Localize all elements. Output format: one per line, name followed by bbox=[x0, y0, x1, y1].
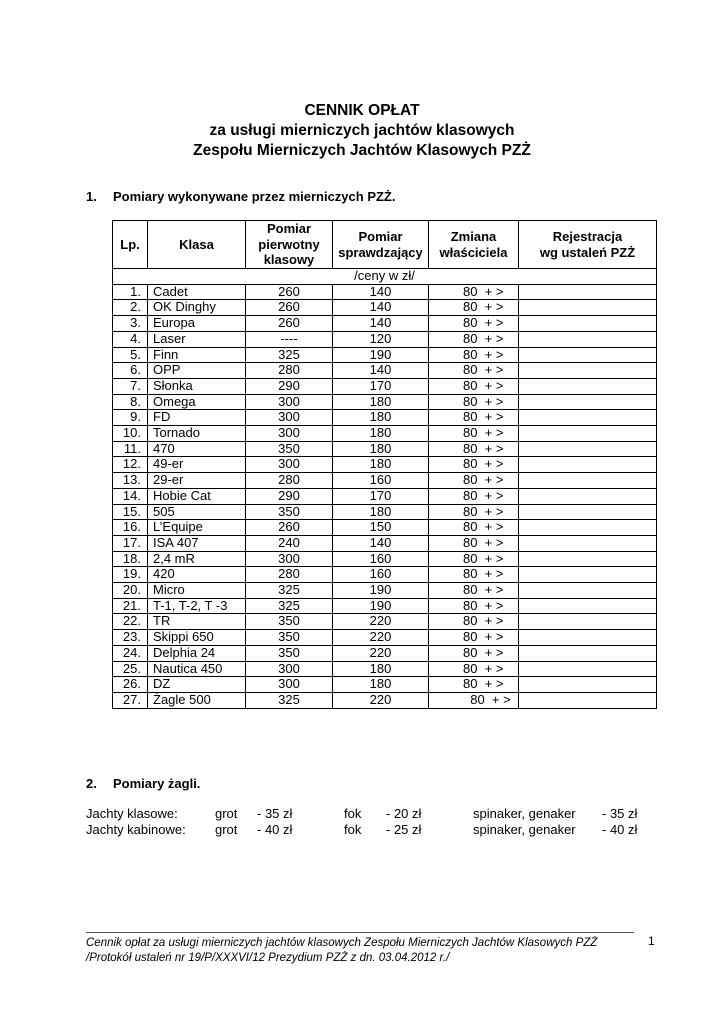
grot-label: grot bbox=[215, 822, 238, 837]
cell-pomiar-sprawdzajacy: 170 bbox=[333, 488, 429, 504]
cell-pomiar-pierwotny: 350 bbox=[246, 504, 333, 520]
cell-pomiar-pierwotny: 350 bbox=[246, 645, 333, 661]
cell-pomiar-sprawdzajacy: 140 bbox=[333, 363, 429, 379]
cell-rejestracja bbox=[519, 410, 657, 426]
cell-zmiana-wlasciciela: 80 + > bbox=[429, 347, 519, 363]
header-pomiar-pierwotny: Pomiar pierwotny klasowy bbox=[246, 221, 333, 269]
cell-pomiar-sprawdzajacy: 160 bbox=[333, 551, 429, 567]
title-line-3: Zespołu Mierniczych Jachtów Klasowych PZŻ bbox=[193, 142, 531, 159]
cell-lp: 8. bbox=[113, 394, 148, 410]
cell-pomiar-pierwotny: 300 bbox=[246, 457, 333, 473]
cell-zmiana-wlasciciela: 80 + > bbox=[429, 567, 519, 583]
cell-klasa: 470 bbox=[148, 441, 246, 457]
cell-pomiar-pierwotny: ---- bbox=[246, 331, 333, 347]
cell-klasa: Słonka bbox=[148, 378, 246, 394]
sail-row-klasowe bbox=[86, 806, 646, 822]
cell-pomiar-sprawdzajacy: 180 bbox=[333, 661, 429, 677]
cell-rejestracja bbox=[519, 300, 657, 316]
cell-pomiar-sprawdzajacy: 190 bbox=[333, 598, 429, 614]
cell-klasa: Omega bbox=[148, 394, 246, 410]
cell-pomiar-sprawdzajacy: 150 bbox=[333, 520, 429, 536]
fok-label: fok bbox=[344, 806, 362, 821]
cell-zmiana-wlasciciela: 80 + > bbox=[429, 661, 519, 677]
cell-lp: 1. bbox=[113, 284, 148, 300]
table-row bbox=[113, 331, 657, 347]
table-row bbox=[113, 441, 657, 457]
cell-zmiana-wlasciciela: 80 + > bbox=[429, 583, 519, 599]
cell-pomiar-pierwotny: 290 bbox=[246, 378, 333, 394]
cell-zmiana-wlasciciela: 80 + > bbox=[429, 520, 519, 536]
cell-rejestracja bbox=[519, 551, 657, 567]
table-row bbox=[113, 598, 657, 614]
cell-rejestracja bbox=[519, 394, 657, 410]
cell-rejestracja bbox=[519, 692, 657, 708]
cell-rejestracja bbox=[519, 504, 657, 520]
page-number: 1 bbox=[648, 934, 655, 948]
cell-pomiar-sprawdzajacy: 220 bbox=[333, 630, 429, 646]
cell-pomiar-sprawdzajacy: 180 bbox=[333, 441, 429, 457]
table-row bbox=[113, 677, 657, 693]
cell-klasa: Hobie Cat bbox=[148, 488, 246, 504]
cell-zmiana-wlasciciela: 80 + > bbox=[429, 630, 519, 646]
cell-pomiar-pierwotny: 240 bbox=[246, 535, 333, 551]
cell-klasa: Nautica 450 bbox=[148, 661, 246, 677]
cell-pomiar-sprawdzajacy: 160 bbox=[333, 567, 429, 583]
cell-zmiana-wlasciciela: 80 + > bbox=[429, 677, 519, 693]
cell-klasa: OK Dinghy bbox=[148, 300, 246, 316]
title-line-1: CENNIK OPŁAT bbox=[304, 102, 420, 119]
table-header-row bbox=[113, 221, 657, 269]
cell-lp: 18. bbox=[113, 551, 148, 567]
spinaker-price: - 40 zł bbox=[602, 822, 638, 837]
cell-rejestracja bbox=[519, 441, 657, 457]
cell-klasa: ISA 407 bbox=[148, 535, 246, 551]
cell-pomiar-sprawdzajacy: 160 bbox=[333, 473, 429, 489]
cell-rejestracja bbox=[519, 614, 657, 630]
table-row bbox=[113, 363, 657, 379]
cell-pomiar-pierwotny: 300 bbox=[246, 551, 333, 567]
section-number: 1. bbox=[86, 189, 97, 204]
cell-zmiana-wlasciciela: 80 + > bbox=[429, 473, 519, 489]
cell-pomiar-sprawdzajacy: 140 bbox=[333, 300, 429, 316]
section-title: Pomiary wykonywane przez mierniczych PZŻ. bbox=[113, 189, 396, 204]
table-row bbox=[113, 473, 657, 489]
footer-line-2: /Protokół ustaleń nr 19/P/XXXVI/12 Prezydium PZŻ z dn. 03.04.2012 r./ bbox=[86, 952, 450, 964]
cell-pomiar-pierwotny: 350 bbox=[246, 441, 333, 457]
cell-rejestracja bbox=[519, 363, 657, 379]
cell-zmiana-wlasciciela: 80 + > bbox=[429, 331, 519, 347]
cell-rejestracja bbox=[519, 331, 657, 347]
cell-rejestracja bbox=[519, 661, 657, 677]
table-row bbox=[113, 614, 657, 630]
cell-rejestracja bbox=[519, 316, 657, 332]
spinaker-price: - 35 zł bbox=[602, 806, 638, 821]
table-row bbox=[113, 567, 657, 583]
cell-zmiana-wlasciciela: 80 + > bbox=[429, 457, 519, 473]
footer-line-1: Cennik opłat za usługi mierniczych jachtów klasowych Zespołu Mierniczych Jachtów Klasowych PZŻ bbox=[86, 937, 598, 949]
table-row bbox=[113, 535, 657, 551]
grot-price: - 40 zł bbox=[257, 822, 293, 837]
cell-pomiar-pierwotny: 280 bbox=[246, 363, 333, 379]
cell-lp: 3. bbox=[113, 316, 148, 332]
cell-lp: 12. bbox=[113, 457, 148, 473]
cell-klasa: 29-er bbox=[148, 473, 246, 489]
cell-pomiar-pierwotny: 325 bbox=[246, 583, 333, 599]
cell-pomiar-pierwotny: 350 bbox=[246, 630, 333, 646]
cell-lp: 9. bbox=[113, 410, 148, 426]
cell-klasa: T-1, T-2, T -3 bbox=[148, 598, 246, 614]
cell-pomiar-sprawdzajacy: 180 bbox=[333, 426, 429, 442]
cell-pomiar-pierwotny: 350 bbox=[246, 614, 333, 630]
sail-row-label: Jachty kabinowe: bbox=[86, 822, 186, 837]
cell-rejestracja bbox=[519, 630, 657, 646]
cell-rejestracja bbox=[519, 473, 657, 489]
cell-klasa: 2,4 mR bbox=[148, 551, 246, 567]
cell-pomiar-sprawdzajacy: 220 bbox=[333, 692, 429, 708]
cell-klasa: Finn bbox=[148, 347, 246, 363]
cell-rejestracja bbox=[519, 645, 657, 661]
cell-zmiana-wlasciciela: 80 + > bbox=[429, 300, 519, 316]
cell-klasa: 420 bbox=[148, 567, 246, 583]
cell-lp: 26. bbox=[113, 677, 148, 693]
cell-zmiana-wlasciciela: 80 + > bbox=[429, 551, 519, 567]
cell-pomiar-pierwotny: 300 bbox=[246, 394, 333, 410]
table-row bbox=[113, 347, 657, 363]
fok-price: - 25 zł bbox=[386, 822, 422, 837]
cell-klasa: FD bbox=[148, 410, 246, 426]
cell-zmiana-wlasciciela: 80 + > bbox=[429, 410, 519, 426]
cell-lp: 22. bbox=[113, 614, 148, 630]
cell-pomiar-pierwotny: 325 bbox=[246, 347, 333, 363]
cell-pomiar-sprawdzajacy: 180 bbox=[333, 410, 429, 426]
cell-pomiar-sprawdzajacy: 190 bbox=[333, 347, 429, 363]
cell-pomiar-sprawdzajacy: 120 bbox=[333, 331, 429, 347]
table-row bbox=[113, 661, 657, 677]
sail-prices bbox=[86, 806, 646, 838]
table-row bbox=[113, 394, 657, 410]
table-row bbox=[113, 488, 657, 504]
cell-lp: 14. bbox=[113, 488, 148, 504]
cell-lp: 10. bbox=[113, 426, 148, 442]
cell-pomiar-pierwotny: 260 bbox=[246, 300, 333, 316]
cell-rejestracja bbox=[519, 378, 657, 394]
cell-rejestracja bbox=[519, 520, 657, 536]
cell-lp: 17. bbox=[113, 535, 148, 551]
cell-lp: 20. bbox=[113, 583, 148, 599]
cell-lp: 24. bbox=[113, 645, 148, 661]
cell-zmiana-wlasciciela: 80 + > bbox=[429, 441, 519, 457]
cell-rejestracja bbox=[519, 426, 657, 442]
cell-pomiar-sprawdzajacy: 170 bbox=[333, 378, 429, 394]
cell-lp: 6. bbox=[113, 363, 148, 379]
cell-klasa: Delphia 24 bbox=[148, 645, 246, 661]
cell-lp: 11. bbox=[113, 441, 148, 457]
cell-pomiar-pierwotny: 300 bbox=[246, 661, 333, 677]
cell-lp: 5. bbox=[113, 347, 148, 363]
section-1-heading bbox=[86, 189, 395, 204]
unit-note: /ceny w zł/ bbox=[113, 269, 657, 285]
cell-klasa: DZ bbox=[148, 677, 246, 693]
cell-klasa: Micro bbox=[148, 583, 246, 599]
price-table bbox=[112, 220, 657, 709]
table-row bbox=[113, 378, 657, 394]
cell-zmiana-wlasciciela: 80 + > bbox=[429, 488, 519, 504]
cell-klasa: 505 bbox=[148, 504, 246, 520]
section-2-heading bbox=[86, 776, 200, 791]
header-lp: Lp. bbox=[113, 221, 148, 269]
title-line-2: za usługi mierniczych jachtów klasowych bbox=[209, 122, 515, 139]
table-row bbox=[113, 426, 657, 442]
table-row bbox=[113, 583, 657, 599]
cell-pomiar-sprawdzajacy: 180 bbox=[333, 504, 429, 520]
table-row bbox=[113, 410, 657, 426]
cell-klasa: TR bbox=[148, 614, 246, 630]
cell-pomiar-pierwotny: 300 bbox=[246, 426, 333, 442]
table-row bbox=[113, 316, 657, 332]
grot-label: grot bbox=[215, 806, 238, 821]
cell-lp: 7. bbox=[113, 378, 148, 394]
cell-lp: 21. bbox=[113, 598, 148, 614]
document-title bbox=[0, 101, 724, 161]
cell-pomiar-sprawdzajacy: 140 bbox=[333, 316, 429, 332]
cell-lp: 13. bbox=[113, 473, 148, 489]
cell-pomiar-pierwotny: 325 bbox=[246, 692, 333, 708]
cell-rejestracja bbox=[519, 567, 657, 583]
footer-text bbox=[86, 936, 597, 966]
cell-zmiana-wlasciciela: 80 + > bbox=[429, 645, 519, 661]
cell-lp: 4. bbox=[113, 331, 148, 347]
cell-rejestracja bbox=[519, 284, 657, 300]
table-row bbox=[113, 645, 657, 661]
cell-pomiar-pierwotny: 280 bbox=[246, 567, 333, 583]
cell-rejestracja bbox=[519, 535, 657, 551]
grot-price: - 35 zł bbox=[257, 806, 293, 821]
cell-rejestracja bbox=[519, 583, 657, 599]
cell-pomiar-pierwotny: 260 bbox=[246, 284, 333, 300]
cell-zmiana-wlasciciela: 80 + > bbox=[429, 598, 519, 614]
cell-klasa: Tornado bbox=[148, 426, 246, 442]
section-title: Pomiary żagli. bbox=[113, 776, 201, 791]
cell-rejestracja bbox=[519, 598, 657, 614]
cell-pomiar-sprawdzajacy: 180 bbox=[333, 457, 429, 473]
cell-zmiana-wlasciciela: 80 + > bbox=[429, 426, 519, 442]
fok-label: fok bbox=[344, 822, 362, 837]
section-number: 2. bbox=[86, 776, 97, 791]
cell-lp: 23. bbox=[113, 630, 148, 646]
cell-zmiana-wlasciciela: 80 + > bbox=[429, 394, 519, 410]
cell-lp: 19. bbox=[113, 567, 148, 583]
sail-row-label: Jachty klasowe: bbox=[86, 806, 178, 821]
unit-row bbox=[113, 269, 657, 285]
cell-pomiar-pierwotny: 280 bbox=[246, 473, 333, 489]
cell-pomiar-pierwotny: 300 bbox=[246, 410, 333, 426]
header-zmiana-wlasciciela: Zmiana właściciela bbox=[429, 221, 519, 269]
cell-lp: 2. bbox=[113, 300, 148, 316]
table-row bbox=[113, 551, 657, 567]
header-klasa: Klasa bbox=[148, 221, 246, 269]
table-row bbox=[113, 630, 657, 646]
cell-rejestracja bbox=[519, 457, 657, 473]
cell-pomiar-pierwotny: 290 bbox=[246, 488, 333, 504]
cell-zmiana-wlasciciela: 80 + > bbox=[429, 535, 519, 551]
cell-pomiar-sprawdzajacy: 180 bbox=[333, 394, 429, 410]
cell-pomiar-sprawdzajacy: 140 bbox=[333, 284, 429, 300]
cell-lp: 16. bbox=[113, 520, 148, 536]
cell-zmiana-wlasciciela: 80 + > bbox=[429, 504, 519, 520]
cell-lp: 27. bbox=[113, 692, 148, 708]
footer-divider bbox=[86, 932, 634, 933]
table-row bbox=[113, 520, 657, 536]
cell-klasa: OPP bbox=[148, 363, 246, 379]
cell-zmiana-wlasciciela: 80 + > bbox=[429, 284, 519, 300]
cell-pomiar-sprawdzajacy: 140 bbox=[333, 535, 429, 551]
cell-pomiar-sprawdzajacy: 220 bbox=[333, 645, 429, 661]
cell-zmiana-wlasciciela: 80 + > bbox=[429, 316, 519, 332]
cell-lp: 15. bbox=[113, 504, 148, 520]
cell-pomiar-sprawdzajacy: 190 bbox=[333, 583, 429, 599]
cell-pomiar-pierwotny: 260 bbox=[246, 316, 333, 332]
cell-rejestracja bbox=[519, 488, 657, 504]
spinaker-label: spinaker, genaker bbox=[473, 806, 576, 821]
cell-rejestracja bbox=[519, 347, 657, 363]
cell-zmiana-wlasciciela: 80 + > bbox=[429, 692, 519, 708]
cell-zmiana-wlasciciela: 80 + > bbox=[429, 614, 519, 630]
cell-pomiar-sprawdzajacy: 180 bbox=[333, 677, 429, 693]
table-row bbox=[113, 692, 657, 708]
table-row bbox=[113, 300, 657, 316]
cell-klasa: Skippi 650 bbox=[148, 630, 246, 646]
sail-row-kabinowe bbox=[86, 822, 646, 838]
table-row bbox=[113, 457, 657, 473]
cell-lp: 25. bbox=[113, 661, 148, 677]
cell-pomiar-sprawdzajacy: 220 bbox=[333, 614, 429, 630]
cell-zmiana-wlasciciela: 80 + > bbox=[429, 378, 519, 394]
cell-klasa: L’Equipe bbox=[148, 520, 246, 536]
cell-zmiana-wlasciciela: 80 + > bbox=[429, 363, 519, 379]
cell-pomiar-pierwotny: 325 bbox=[246, 598, 333, 614]
cell-rejestracja bbox=[519, 677, 657, 693]
cell-klasa: Laser bbox=[148, 331, 246, 347]
table-row bbox=[113, 504, 657, 520]
cell-klasa: Żagle 500 bbox=[148, 692, 246, 708]
fok-price: - 20 zł bbox=[386, 806, 422, 821]
table-row bbox=[113, 284, 657, 300]
cell-klasa: Cadet bbox=[148, 284, 246, 300]
cell-pomiar-pierwotny: 260 bbox=[246, 520, 333, 536]
cell-pomiar-pierwotny: 300 bbox=[246, 677, 333, 693]
cell-klasa: 49-er bbox=[148, 457, 246, 473]
header-rejestracja: Rejestracja wg ustaleń PZŻ bbox=[519, 221, 657, 269]
cell-klasa: Europa bbox=[148, 316, 246, 332]
header-pomiar-sprawdzajacy: Pomiar sprawdzający bbox=[333, 221, 429, 269]
spinaker-label: spinaker, genaker bbox=[473, 822, 576, 837]
